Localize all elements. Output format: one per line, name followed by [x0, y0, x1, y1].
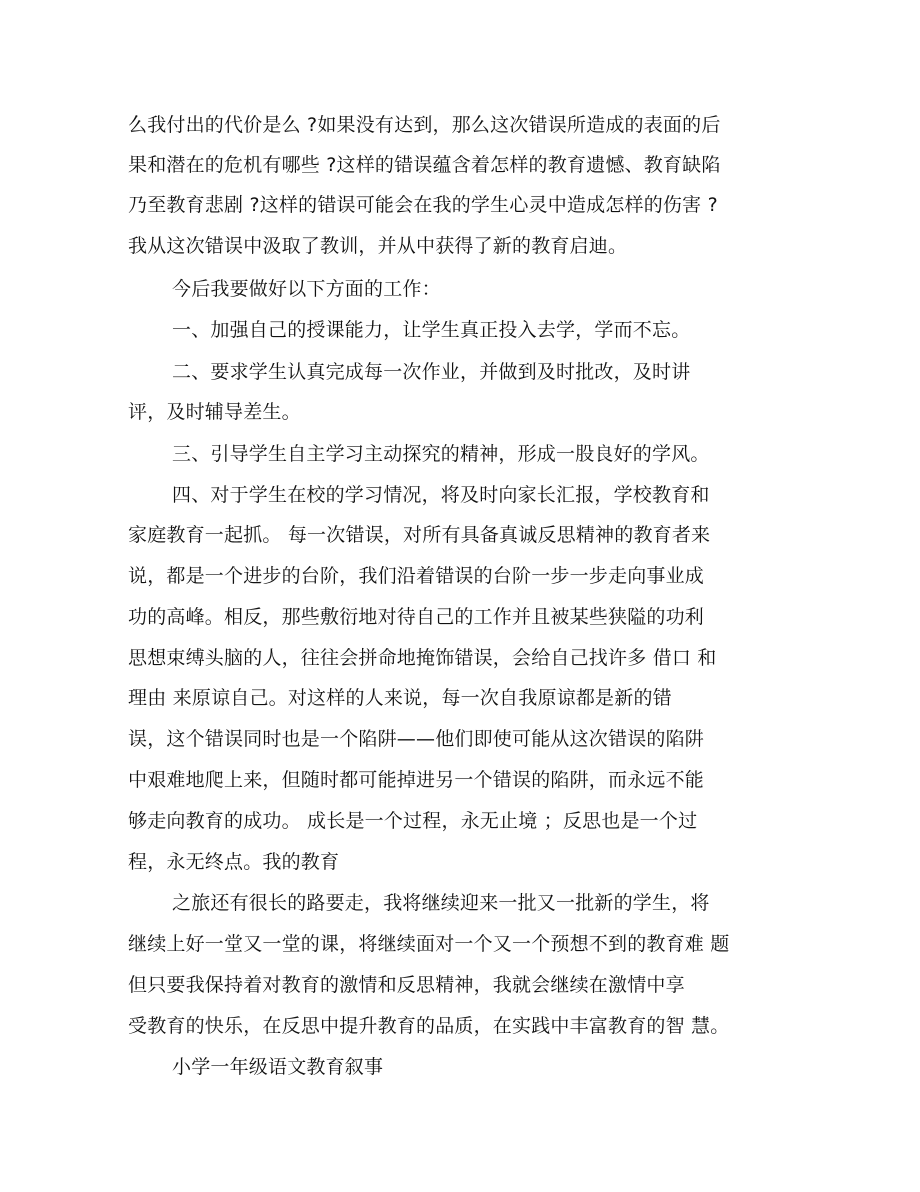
section-title: 小学一年级语文教育叙事: [172, 1056, 384, 1078]
text-line: 二、要求学生认真完成每一次作业，并做到及时批改，及时讲: [172, 361, 691, 383]
text-line: 中艰难地爬上来，但随时都可能掉进另一个错误的陷阱，而永远不能: [128, 769, 705, 791]
text-line: 功的高峰。相反，那些敷衍地对待自己的工作并且被某些狭隘的功利: [128, 606, 705, 628]
text-line: 家庭教育一起抓。 每一次错误，对所有具备真诚反思精神的教育者来: [128, 524, 711, 546]
text-line: 够走向教育的成功。 成长是一个过程，永无止境 ；反思也是一个过: [128, 810, 698, 832]
text-line: 理由 来原谅自己。对这样的人来说，每一次自我原谅都是新的错: [128, 687, 672, 709]
text-line: 乃至教育悲剧 ?这样的错误可能会在我的学生心灵中造成怎样的伤害 ?: [128, 194, 718, 216]
text-line: 之旅还有很长的路要走，我将继续迎来一批又一批新的学生，将: [172, 892, 710, 914]
text-line: 程，永无终点。我的教育: [128, 851, 340, 873]
text-line: 么我付出的代价是么 ?如果没有达到，那么这次错误所造成的表面的后: [128, 114, 721, 136]
text-line: 思想束缚头脑的人，往往会拼命地掩饰错误，会给自己找许多 借口 和: [128, 647, 717, 669]
text-line: 继续上好一堂又一堂的课，将继续面对一个又一个预想不到的教育难 题: [128, 933, 730, 955]
text-line: 受教育的快乐，在反思中提升教育的品质，在实践中丰富教育的智 慧。: [128, 1015, 730, 1037]
text-line: 今后我要做好以下方面的工作：: [172, 278, 441, 300]
text-line: 一、加强自己的授课能力，让学生真正投入去学，学而不忘。: [172, 319, 691, 341]
text-line: 说，都是一个进步的台阶，我们沿着错误的台阶一步一步走向事业成: [128, 565, 705, 587]
text-line: 我从这次错误中汲取了教训，并从中获得了新的教育启迪。: [128, 235, 628, 257]
text-line: 但只要我保持着对教育的激情和反思精神，我就会继续在激情中享: [128, 974, 685, 996]
text-line: 误，这个错误同时也是一个陷阱——他们即使可能从这次错误的陷阱: [128, 728, 705, 750]
text-line: 评，及时辅导差生。: [128, 401, 301, 423]
text-line: 四、对于学生在校的学习情况，将及时向家长汇报，学校教育和: [172, 484, 710, 506]
text-line: 果和潜在的危机有哪些 ?这样的错误蕴含着怎样的教育遗憾、教育缺陷: [128, 154, 721, 176]
text-line: 三、引导学生自主学习主动探究的精神，形成一股良好的学风。: [172, 443, 710, 465]
